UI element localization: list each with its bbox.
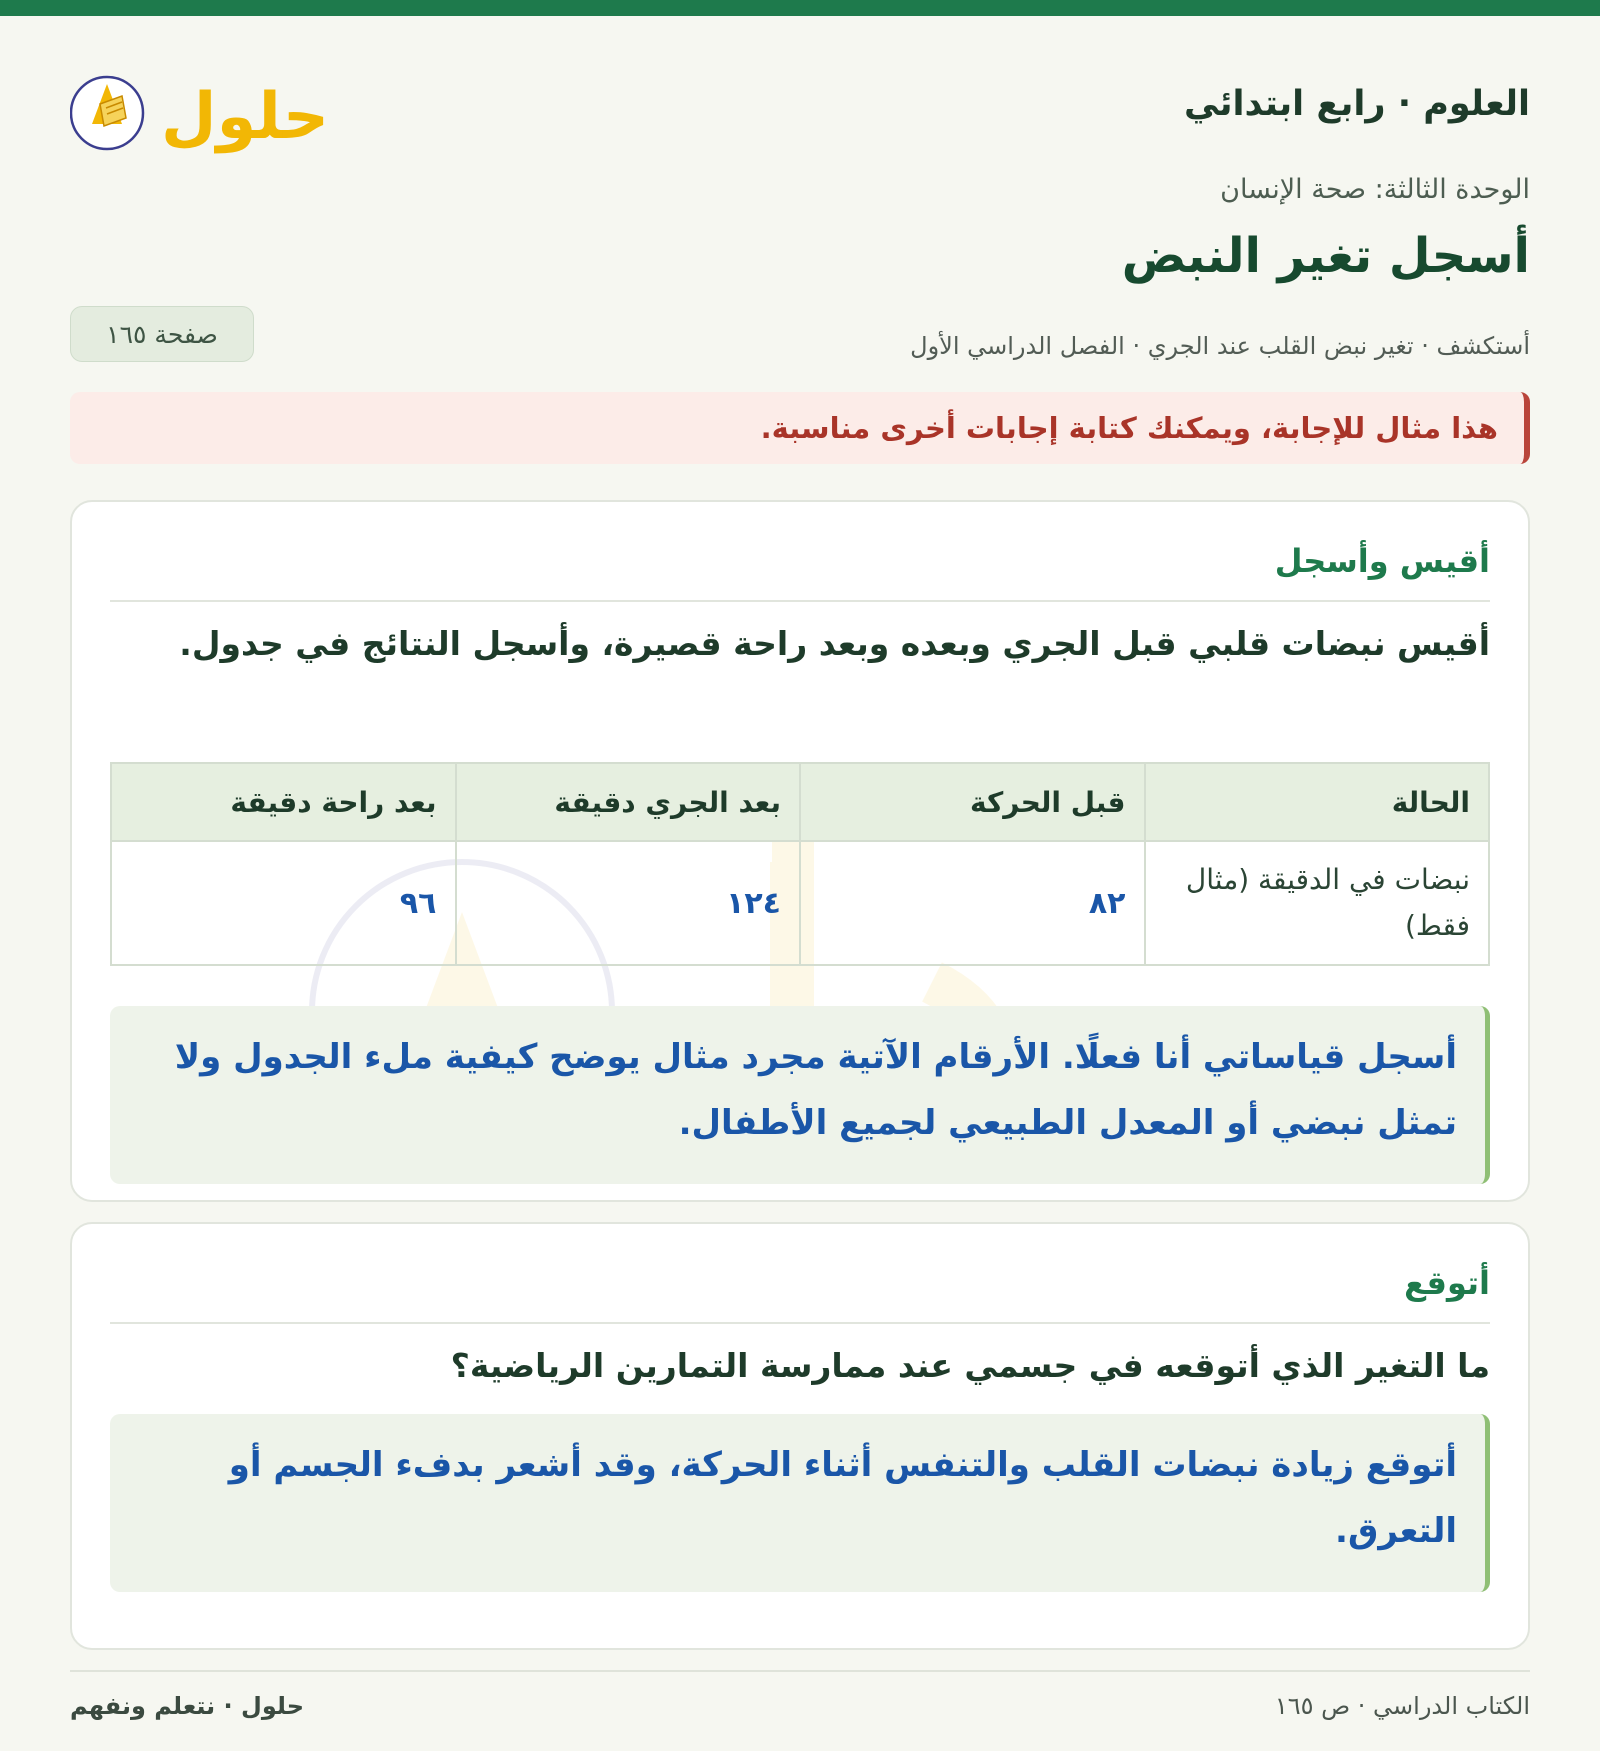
page-number-badge: صفحة ١٦٥ (70, 306, 254, 362)
footer-book-reference: الكتاب الدراسي · ص ١٦٥ (1274, 1692, 1530, 1720)
subject-title: العلوم · رابع ابتدائي (1183, 84, 1530, 124)
logo-text: حلول (161, 80, 329, 154)
cell-after-run-value: ١٢٤ (456, 841, 801, 965)
lesson-title: أسجل تغير النبض (1121, 228, 1530, 284)
section-title-predict: أتوقع (110, 1264, 1490, 1324)
cell-before-value: ٨٢ (800, 841, 1145, 965)
cell-after-rest-value: ٩٦ (111, 841, 456, 965)
column-header-after-run: بعد الجري دقيقة (456, 763, 801, 841)
column-header-after-rest: بعد راحة دقيقة (111, 763, 456, 841)
measure-record-card (70, 500, 1530, 1202)
example-answer-notice: هذا مثال للإجابة، ويمكنك كتابة إجابات أخرى مناسبة. (70, 392, 1530, 464)
footer-brand: حلول · نتعلم ونفهم (70, 1692, 304, 1720)
answer-box-measure: أسجل قياساتي أنا فعلًا. الأرقام الآتية مجرد مثال يوضح كيفية ملء الجدول ولا تمثل نبضي أو المعدل الطبيعي لجميع الأطفال. (110, 1006, 1490, 1184)
footer-divider (70, 1670, 1530, 1672)
column-header-before: قبل الحركة (800, 763, 1145, 841)
unit-title: الوحدة الثالثة: صحة الإنسان (1220, 174, 1530, 205)
section-question-predict: ما التغير الذي أتوقعه في جسمي عند ممارسة التمارين الرياضية؟ (450, 1346, 1490, 1385)
answer-box-predict: أتوقع زيادة نبضات القلب والتنفس أثناء الحركة، وقد أشعر بدفء الجسم أو التعرق. (110, 1414, 1490, 1592)
pulse-results-table (110, 762, 1490, 966)
column-header-state: الحالة (1145, 763, 1490, 841)
row-label: نبضات في الدقيقة (مثال فقط) (1145, 841, 1490, 965)
hulul-logo[interactable] (70, 46, 340, 156)
lesson-meta: أستكشف · تغير نبض القلب عند الجري · الفصل الدراسي الأول (910, 332, 1530, 360)
table-header-row (111, 763, 1489, 841)
table-row (111, 841, 1489, 965)
section-question-measure: أقيس نبضات قلبي قبل الجري وبعده وبعد راحة قصيرة، وأسجل النتائج في جدول. (179, 624, 1490, 663)
page-header (70, 16, 1530, 360)
section-title-measure: أقيس وأسجل (110, 542, 1490, 602)
predict-card (70, 1222, 1530, 1650)
page (70, 16, 1530, 1720)
top-accent-bar (0, 0, 1600, 16)
